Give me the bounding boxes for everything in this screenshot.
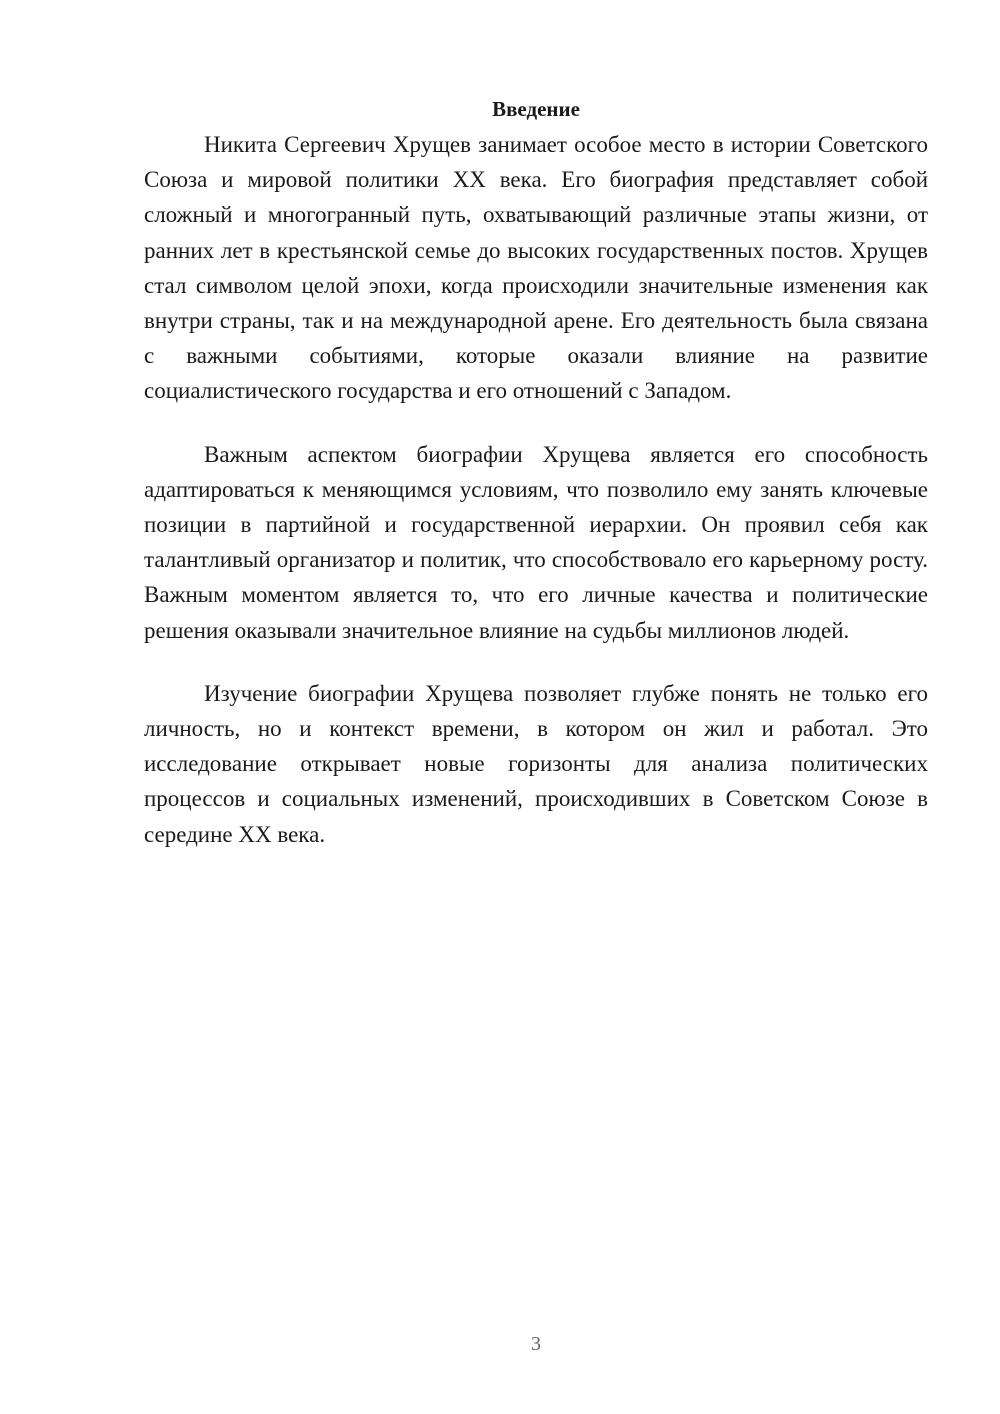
- paragraph-1: Никита Сергеевич Хрущев занимает особое место в истории Советского Союза и мировой политики XX века. Его биография представляет собой сложный и многогранный путь, охватывающий различные этапы жизни, от ранних лет в крестьянской семье до высоких государственных постов. Хрущев стал символом целой эпохи, когда происходили значительные изменения как внутри страны, так и на международной арене. Его деятельность была связана с важными событиями, которые оказали влияние на развитие социалистического государства и его отношений с Западом.: [144, 132, 928, 404]
- page-content: [144, 92, 928, 852]
- paragraph-3: Изучение биографии Хрущева позволяет глубже понять не только его личность, но и контекст времени, в котором он жил и работал. Это исследование открывает новые горизонты для анализа политических процессов и социальных изменений, происходивших в Советском Союзе в середине XX века.: [144, 680, 928, 847]
- paragraph-2: Важным аспектом биографии Хрущева является его способность адаптироваться к меняющимся условиям, что позволило ему занять ключевые позиции в партийной и государственной иерархии. Он проявил себя как талантливый организатор и политик, что способствовало его карьерному росту. Важным моментом является то, что его личные качества и политические решения оказывали значительное влияние на судьбы миллионов людей.: [144, 441, 928, 643]
- page-number: 3: [531, 1333, 541, 1355]
- section-title: Введение: [492, 97, 580, 121]
